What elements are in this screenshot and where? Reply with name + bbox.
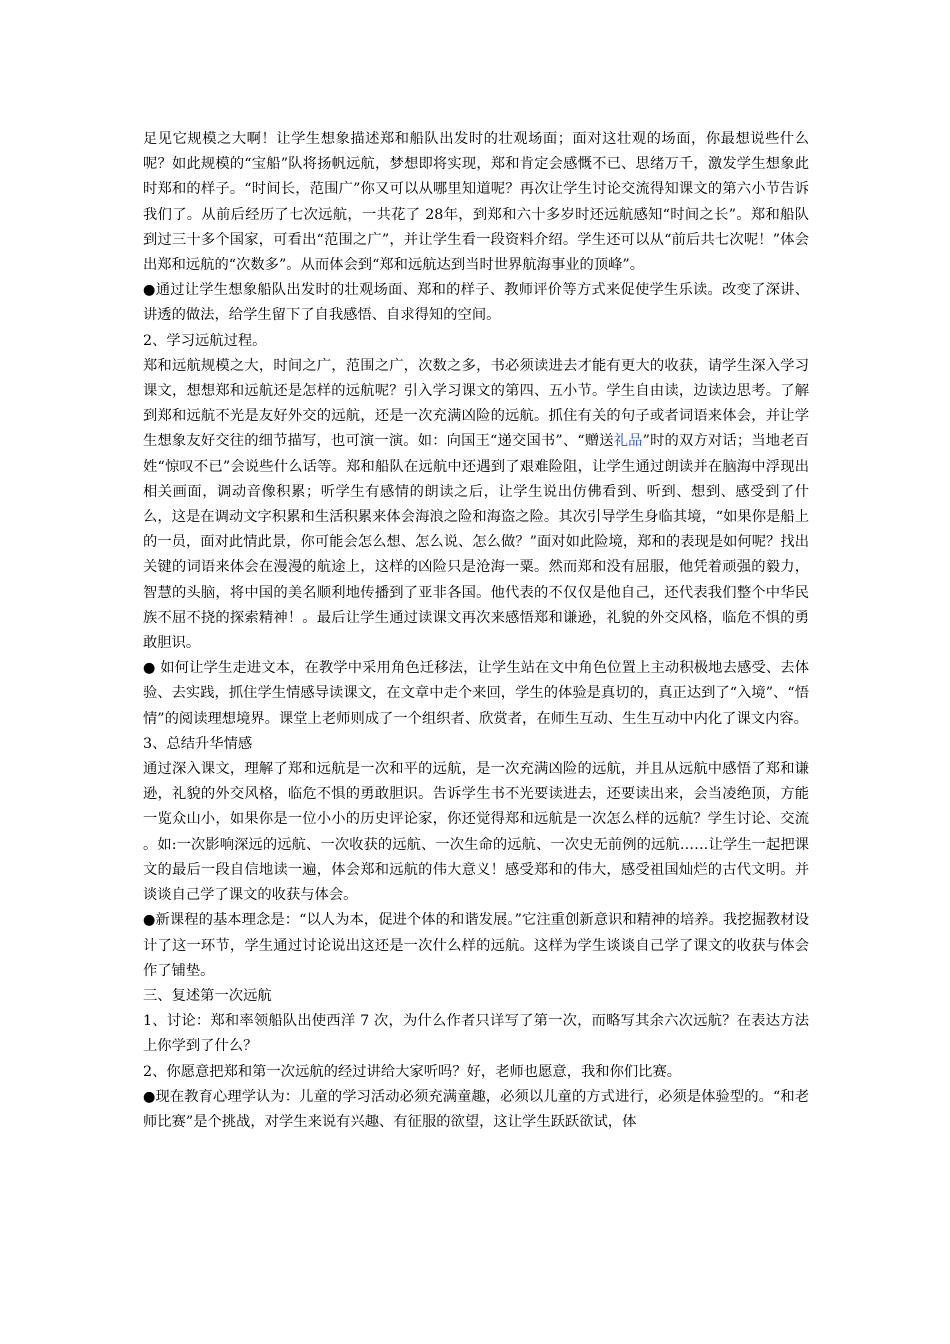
gift-link[interactable]: 礼品 [613, 433, 643, 450]
section-heading-2: 2、学习远航过程。 [143, 332, 267, 349]
paragraph-note-1: ●通过让学生想象船队出发时的壮观场面、郑和的样子、教师评价等方式来促使学生乐读。改变了深讲、讲透的做法，给学生留下了自我感悟、自求得知的空间。 [143, 282, 809, 324]
paragraph-discussion: 1、讨论：郑和率领船队出使西洋 7 次，为什么作者只详写了第一次，而略写其余六次远航？在表达方法上你学到了什么？ [143, 1013, 809, 1055]
document-page [143, 127, 809, 1135]
section-heading-retell: 三、复述第一次远航 [143, 987, 272, 1004]
paragraph-note-3: ●新课程的基本理念是：“以人为本，促进个体的和谐发展。”它注重创新意识和精神的培养。我挖掘教材设计了这一环节，学生通过讨论说出这还是一次什么样的远航。这样为学生谈谈自己学了课文的收获与体会作了铺垫。 [143, 912, 809, 979]
paragraph-text-before-link: 郑和远航规模之大，时间之广，范围之广，次数之多，书必须读进去才能有更大的收获，请学生深入学习课文，想想郑和远航还是怎样的远航呢？引入学习课文的第四、五小节。学生自由读，边读边思考。了解到郑和远航不光是友好外交的远航，还是一次充满凶险的远航。抓住有关的句子或者词语来体会，并让学生想象友好交往的细节描写，也可演一演。如：向国王“递交国书”、“赠送 [143, 357, 809, 450]
section-heading-3: 3、总结升华情感 [143, 735, 253, 752]
paragraph-text-after-link: ”时的双方对话；当地老百姓“惊叹不已”会说些什么话等。郑和船队在远航中还遇到了艰难险阻，让学生通过朗读并在脑海中浮现出相关画面，调动音像积累；听学生有感情的朗读之后，让学生说出仿佛看到、听到、想到、感受到了什么，这是在调动文字积累和生活积累来体会海浪之险和海盗之险。其次引导学生身临其境，“如果你是船上的一员，面对此情此景，你可能会怎么想、怎么说、怎么做？”面对如此险境，郑和的表现是如何呢？找出关键的词语来体会在漫漫的航途上，这样的凶险只是沧海一粟。然而郑和没有屈服，他凭着顽强的毅力，智慧的头脑，将中国的美名顺利地传播到了亚非各国。他代表的不仅仅是他自己，还代表我们整个中华民族不屈不挠的探索精神！。最后让学生通过读课文再次来感悟郑和谦逊，礼貌的外交风格，临危不惧的勇敢胆识。 [143, 433, 809, 652]
paragraph-scale-analysis: 足见它规模之大啊！让学生想象描述郑和船队出发时的壮观场面；面对这壮观的场面，你最想说些什么呢？如此规模的“宝船”队将扬帆远航，梦想即将实现，郑和肯定会感慨不已、思绪万千，激发学生想象此时郑和的样子。“时间长，范围广”你又可以从哪里知道呢？再次让学生讨论交流得知课文的第六小节告诉我们了。从前后经历了七次远航，一共花了 28年，到郑和六十多岁时还远航感知“时间之长”。郑和船队到过三十多个国家，可看出“范围之广”，并让学生看一段资料介绍。学生还可以从“前后共七次呢！”体会出郑和远航的“次数多”。从而体会到“郑和远航达到当时世界航海事业的顶峰”。 [143, 131, 809, 274]
paragraph-summary: 通过深入课文，理解了郑和远航是一次和平的远航，是一次充满凶险的远航，并且从远航中感悟了郑和谦逊，礼貌的外交风格，临危不惧的勇敢胆识。告诉学生书不光要读进去，还要读出来，会当凌绝顶，方能一览众山小，如果你是一位小小的历史评论家，你还觉得郑和远航是一次怎么样的远航？学生讨论、交流 。如:一次影响深远的远航、一次收获的远航、一次生命的远航、一次史无前例的远航……让学生一起把课文的最后一段自信地读一遍，体会郑和远航的伟大意义！感受郑和的伟大，感受祖国灿烂的古代文明。并谈谈自己学了课文的收获与体会。 [143, 761, 809, 904]
paragraph-note-2: ● 如何让学生走进文本，在教学中采用角色迁移法，让学生站在文中角色位置上主动积极地去感受、去体验、去实践，抓住学生情感导读课文，在文章中走个来回，学生的体验是真切的，真正达到了“入境”、“悟情”的阅读理想境界。课堂上老师则成了一个组织者、欣赏者，在师生互动、生生互动中内化了课文内容。 [143, 660, 809, 727]
paragraph-note-4: ●现在教育心理学认为：儿童的学习活动必须充满童趣，必须以儿童的方式进行，必须是体验型的。“和老师比赛”是个挑战，对学生来说有兴趣、有征服的欲望，这让学生跃跃欲试，体 [143, 1088, 809, 1130]
paragraph-competition: 2、你愿意把郑和第一次远航的经过讲给大家听吗？好，老师也愿意，我和你们比赛。 [143, 1063, 682, 1080]
paragraph-voyage-process [143, 354, 809, 656]
